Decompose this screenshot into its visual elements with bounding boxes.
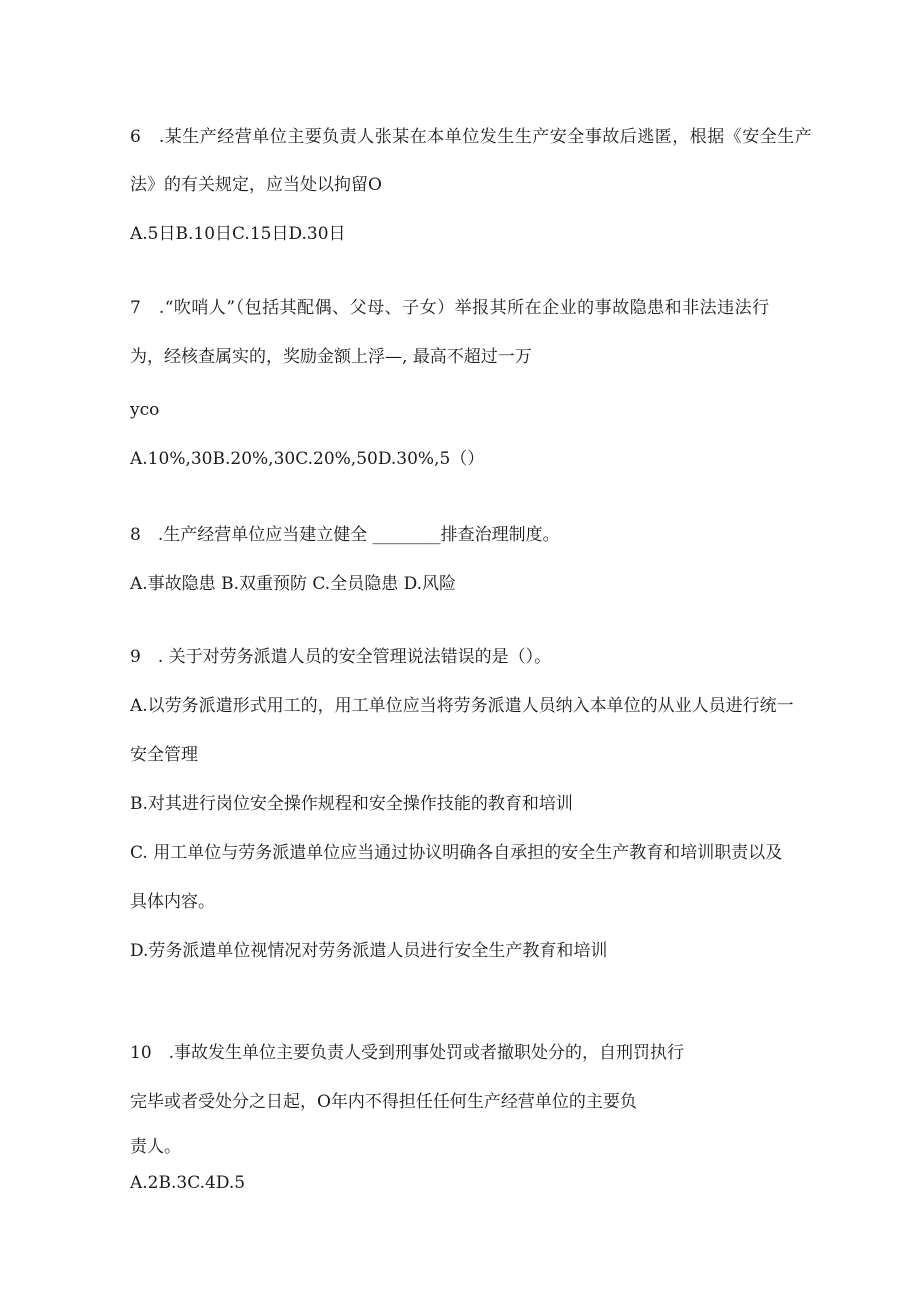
question-6-line-2: 法》的有关规定，应当处以拘留O [130, 175, 382, 195]
question-8-options: A.事故隐患 B.双重预防 C.全员隐患 D.风险 [130, 574, 457, 594]
question-9-option-a-line-1: A.以劳务派遣形式用工的，用工单位应当将劳务派遣人员纳入本单位的从业人员进行统一 [130, 696, 794, 716]
question-6-line-1: 6 .某生产经营单位主要负责人张某在本单位发生生产安全事故后逃匿，根据《安全生产 [130, 127, 813, 147]
question-7-options: A.10%,30B.20%,30C.20%,50D.30%,5（） [130, 449, 485, 469]
question-9-option-a-line-2: 安全管理 [130, 745, 198, 765]
question-9-option-c-line-2: 具体内容。 [130, 892, 215, 912]
question-7-line-3: yco [130, 400, 160, 420]
question-10-options: A.2B.3C.4D.5 [130, 1173, 246, 1193]
question-6-options: A.5日B.10日C.15日D.30日 [130, 224, 346, 244]
question-8-line-1: 8 .生产经营单位应当建立健全 ________排查治理制度。 [130, 525, 560, 545]
question-10-line-2: 完毕或者受处分之日起，O年内不得担任任何生产经营单位的主要负 [130, 1092, 637, 1112]
question-9-line-1: 9 . 关于对劳务派遣人员的安全管理说法错误的是（）。 [130, 647, 552, 667]
question-7-line-2: 为，经核查属实的，奖励金额上浮—, 最高不超过一万 [130, 347, 532, 367]
question-10-line-1: 10 .事故发生单位主要负责人受到刑事处罚或者撤职处分的，自刑罚执行 [130, 1043, 685, 1063]
question-9-option-d: D.劳务派遣单位视情况对劳务派遣人员进行安全生产教育和培训 [130, 941, 608, 961]
question-9-option-b: B.对其进行岗位安全操作规程和安全操作技能的教育和培训 [130, 794, 573, 814]
question-7-line-1: 7 .“吹哨人”（包括其配偶、父母、子女）举报其所在企业的事故隐患和非法违法行 [130, 298, 770, 318]
question-10-line-3: 责人。 [130, 1137, 181, 1157]
question-9-option-c-line-1: C. 用工单位与劳务派遣单位应当通过协议明确各自承担的安全生产教育和培训职责以及 [130, 843, 783, 863]
